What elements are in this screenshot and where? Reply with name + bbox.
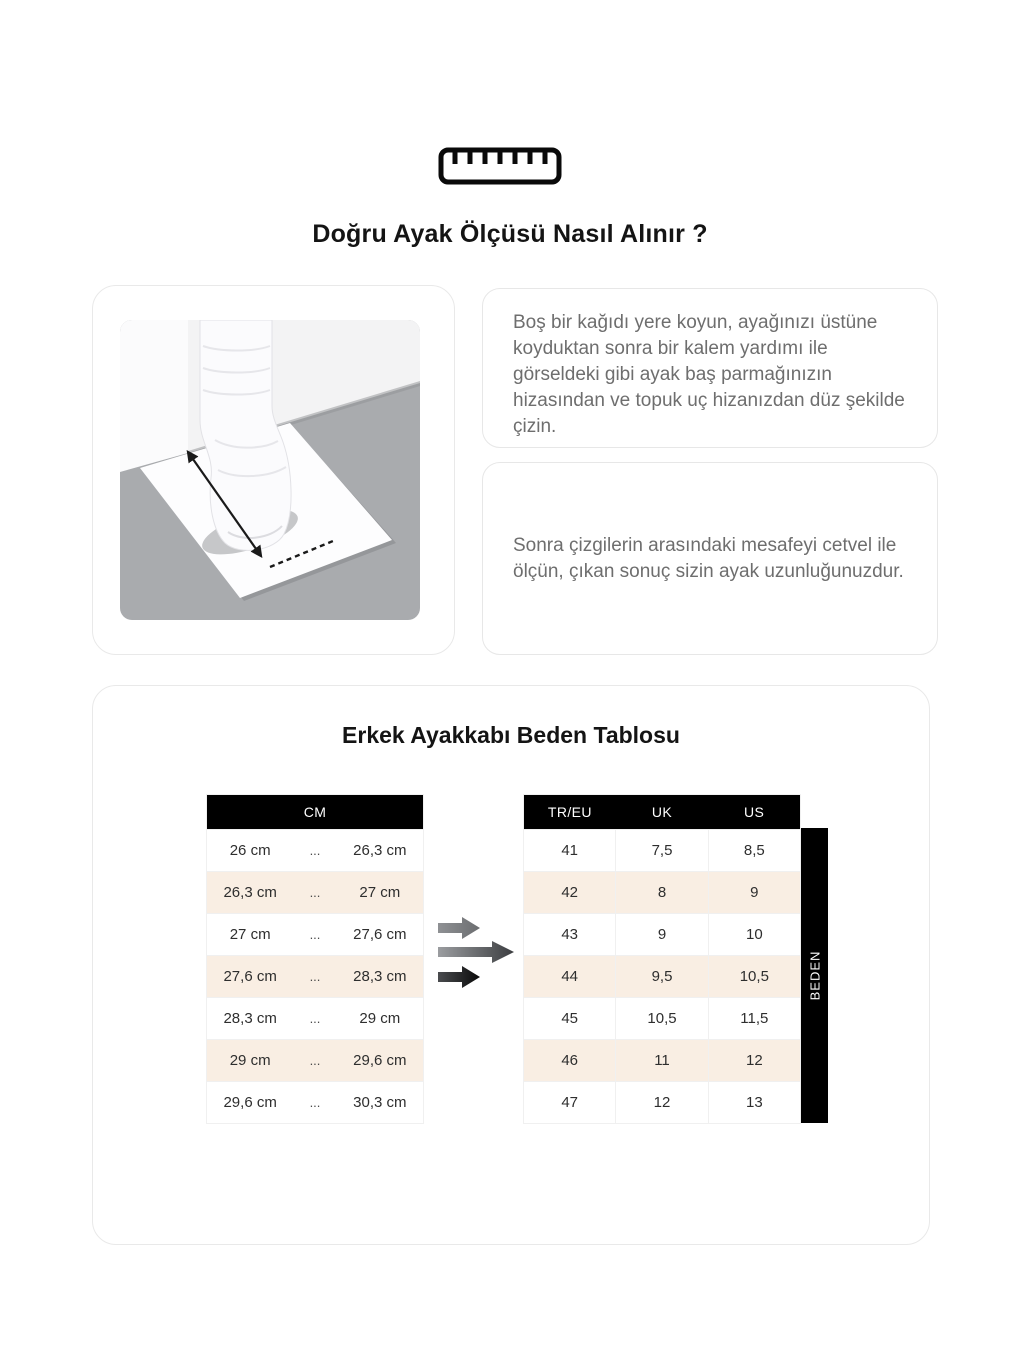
transfer-arrows-icon <box>434 914 519 992</box>
table-row: 42 8 9 <box>524 872 801 914</box>
cm-table-header: CM <box>207 795 424 830</box>
cm-table <box>206 794 424 1124</box>
table-row: 27,6 cm ... 28,3 cm <box>207 956 424 998</box>
foot-photo-card <box>92 285 455 655</box>
size-table-title: Erkek Ayakkabı Beden Tablosu <box>342 722 680 748</box>
table-row: 28,3 cm ... 29 cm <box>207 998 424 1040</box>
table-row: 27 cm ... 27,6 cm <box>207 914 424 956</box>
table-row: 43 9 10 <box>524 914 801 956</box>
size-table-header-uk: UK <box>616 795 708 830</box>
ruler-icon <box>438 147 562 185</box>
size-table-header-treu: TR/EU <box>524 795 616 830</box>
instruction-step-1-text: Boş bir kağıdı yere koyun, ayağınızı üstüne koyduktan sonra bir kalem yardımı ile görseldeki gibi ayak baş parmağınızın hizasından ve topuk uç hizanızdan düz şekilde çizin. <box>513 312 905 437</box>
foot-measurement-photo <box>120 320 420 620</box>
table-row: 26,3 cm ... 27 cm <box>207 872 424 914</box>
size-table-card <box>92 685 930 1245</box>
size-table-header-us: US <box>708 795 800 830</box>
table-row: 45 10,5 11,5 <box>524 998 801 1040</box>
instruction-step-2 <box>482 462 938 655</box>
table-row: 41 7,5 8,5 <box>524 830 801 872</box>
table-row: 29 cm ... 29,6 cm <box>207 1040 424 1082</box>
instruction-step-1 <box>482 288 938 448</box>
table-row: 46 11 12 <box>524 1040 801 1082</box>
table-row: 47 12 13 <box>524 1082 801 1124</box>
table-row: 26 cm ... 26,3 cm <box>207 830 424 872</box>
table-row: 44 9,5 10,5 <box>524 956 801 998</box>
instruction-step-2-text: Sonra çizgilerin arasındaki mesafeyi cetvel ile ölçün, çıkan sonuç sizin ayak uzunluğunuzdur. <box>513 534 904 582</box>
table-row: 29,6 cm ... 30,3 cm <box>207 1082 424 1124</box>
page-title: Doğru Ayak Ölçüsü Nasıl Alınır ? <box>312 220 708 248</box>
beden-axis-label: BEDEN <box>801 828 828 1123</box>
international-size-table <box>523 794 801 1124</box>
